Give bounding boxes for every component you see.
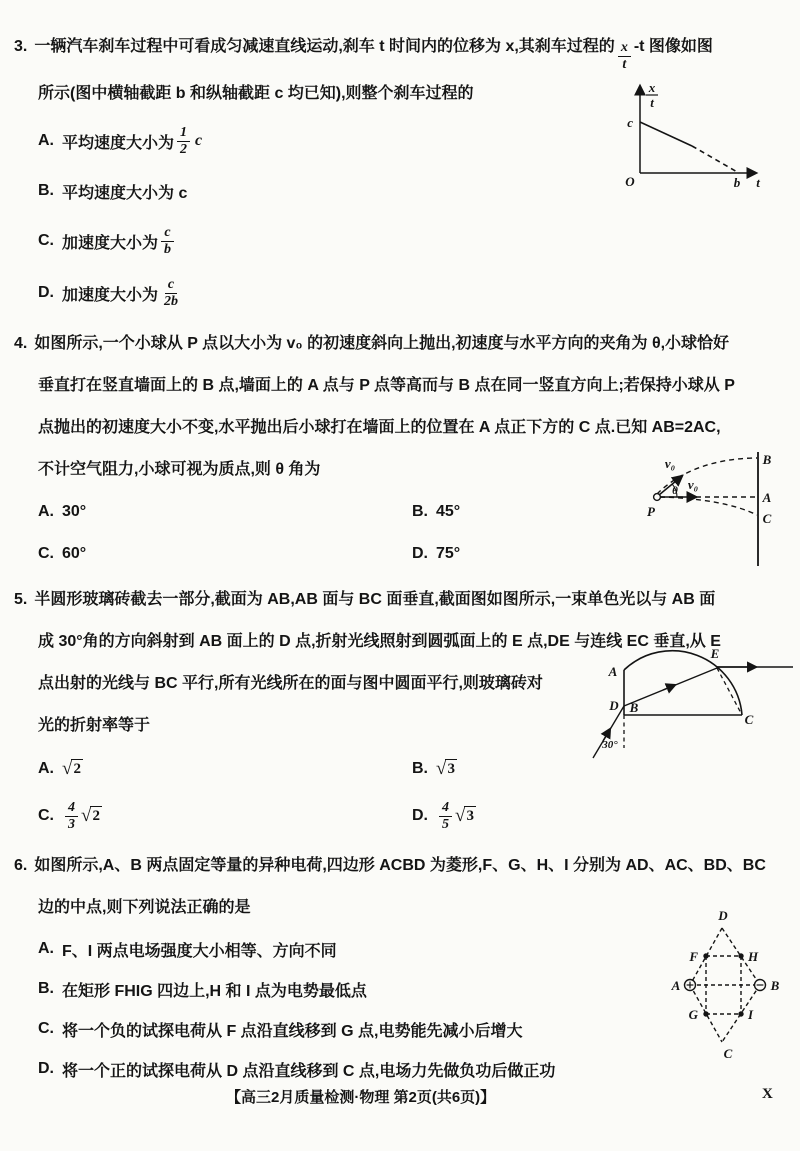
label-D: D [718, 908, 728, 923]
label-P: P [647, 504, 655, 519]
q5-option-d-radical [455, 806, 476, 827]
label-C: C [744, 712, 754, 727]
q3-option-d-frac-num: c [165, 277, 177, 294]
q5-stem-line-2: 成 30°角的方向斜射到 AB 面上的 D 点,折射光线照射到圆弧面上的 E 点,DE 与连线 EC 垂直,从 E [38, 633, 721, 651]
q3-stem-frac-num: x [618, 40, 631, 57]
q6-option-c-label: C. [38, 1020, 54, 1038]
q5-stem-text-1: 半圆形玻璃砖截去一部分,截面为 AB,AB 面与 BC 面垂直,截面图如图所示,一束单色光以与 AB 面 [34, 591, 716, 609]
ball-at-P [654, 494, 661, 501]
q6-option-d-text: 将一个正的试探电荷从 D 点沿直线移到 C 点,电场力先做负功后做正功 [62, 1062, 556, 1080]
q5-option-a-radical-sign: √ [62, 757, 73, 779]
q5-option-c-frac-den: 3 [68, 816, 75, 832]
q5-options-row-2 [0, 791, 800, 841]
y-axis-label-denominator: t [650, 95, 654, 110]
q3-option-a-frac-num: 1 [177, 125, 190, 142]
q6-option-d-label: D. [38, 1060, 54, 1078]
q4-stem-line-1 [0, 323, 800, 365]
y-intercept-label: c [627, 115, 633, 130]
label-G: G [688, 1007, 698, 1022]
label-theta: θ [672, 485, 678, 497]
q4-option-a-label: A. [38, 503, 54, 521]
q3-stem-text-1: 一辆汽车刹车过程中可看成匀减速直线运动,刹车 t 时间内的位移为 x,其刹车过程的 [34, 38, 615, 55]
label-E: E [710, 646, 720, 661]
q4-projectile-diagram [630, 438, 800, 573]
point-H-dot [738, 953, 743, 958]
q5-option-c-radical [81, 806, 102, 827]
label-A: A [762, 490, 772, 505]
q3-graph-svg [600, 70, 775, 195]
label-C: C [762, 511, 772, 526]
q3-option-d-text: 加速度大小为 [62, 286, 159, 304]
q5-number: 5. [14, 591, 28, 609]
q3-option-c-text: 加速度大小为 [62, 234, 159, 252]
q4-option-b-text: 45° [436, 503, 461, 521]
q3-option-d [0, 267, 800, 319]
q3-stem-line-2: 所示(图中横轴截距 b 和纵轴截距 c 均已知),则整个刹车过程的 [38, 85, 474, 103]
label-v0-horizontal: v₀ [687, 477, 699, 492]
q3-option-a-frac-den: 2 [180, 141, 188, 157]
q4-option-c-text: 60° [62, 545, 87, 563]
q6-charge-rhombus-diagram [655, 902, 800, 1072]
q5-diagram-svg [588, 636, 800, 781]
q3-option-a-text: 平均速度大小为 [62, 134, 175, 152]
q6-option-b-text: 在矩形 FHIG 四边上,H 和 I 点为电势最低点 [62, 982, 367, 1000]
q5-option-b [412, 759, 457, 780]
q5-option-d-label: D. [412, 807, 428, 825]
q5-option-d-radicand: 3 [464, 806, 476, 827]
label-B: B [770, 978, 780, 993]
q5-option-d-frac-den: 5 [442, 816, 449, 832]
q4-stem-text-1: 如图所示,一个小球从 P 点以大小为 v₀ 的初速度斜向上抛出,初速度与水平方向的夹角为 θ,小球恰好 [34, 335, 730, 353]
q6-diagram-svg [655, 902, 800, 1072]
q6-option-b-label: B. [38, 980, 54, 998]
q3-option-a-fraction [177, 125, 190, 158]
q6-option-a-text: F、I 两点电场强度大小相等、方向不同 [62, 942, 337, 960]
point-G-dot [703, 1011, 708, 1016]
origin-label: O [625, 174, 635, 189]
label-A: A [671, 978, 681, 993]
q5-option-a [38, 759, 412, 780]
q6-stem-line-2: 边的中点,则下列说法正确的是 [38, 899, 251, 917]
q3-stem-fraction [618, 40, 631, 73]
q4-option-b [412, 503, 460, 521]
page-footer [0, 1086, 800, 1112]
graph-line-dashed [692, 146, 739, 173]
footer-page-mark: X [762, 1086, 773, 1102]
label-B: B [762, 452, 772, 467]
q3-option-c [0, 215, 800, 267]
q4-option-d [412, 545, 460, 563]
q5-glass-brick-diagram [588, 636, 800, 781]
q3-option-d-label: D. [38, 284, 54, 302]
label-A: A [608, 664, 618, 679]
q5-option-d-radical-sign: √ [455, 804, 466, 826]
q5-option-d-frac-num: 4 [439, 800, 452, 817]
q6-stem-text-1: 如图所示,A、B 两点固定等量的异种电荷,四边形 ACBD 为菱形,F、G、H、I 分别为 AD、AC、BD、BC [34, 857, 766, 875]
q3-stem-text-2: -t 图像如图 [633, 38, 713, 55]
q3-graph [600, 70, 775, 195]
trajectory-to-C [660, 497, 757, 515]
q3-option-a-suffix: c [195, 132, 203, 150]
label-H: H [748, 949, 759, 964]
q5-option-d-fraction [439, 800, 452, 833]
q3-number: 3. [14, 38, 28, 55]
q5-option-b-label: B. [412, 760, 428, 778]
q3-option-c-fraction [161, 225, 174, 258]
label-I: I [748, 1007, 754, 1022]
q5-option-c-frac-num: 4 [65, 800, 78, 817]
x-intercept-label: b [733, 175, 741, 190]
q5-option-a-radicand: 2 [71, 759, 83, 780]
line-EC-dashed [717, 668, 742, 715]
q4-option-c [38, 545, 412, 563]
q5-option-c-radicand: 2 [90, 806, 102, 827]
q3-option-d-frac-den: 2b [164, 293, 179, 309]
y-axis-label-numerator: x [648, 80, 656, 95]
q4-option-b-label: B. [412, 503, 428, 521]
q5-option-b-radical-sign: √ [436, 757, 447, 779]
q5-option-c [38, 800, 412, 833]
label-F: F [689, 949, 698, 964]
q3-option-b-text: 平均速度大小为 c [62, 184, 188, 202]
q4-option-d-label: D. [412, 545, 428, 563]
refracted-ray-arrow [663, 685, 675, 690]
q6-number: 6. [14, 857, 28, 875]
q3-option-b-label: B. [38, 182, 54, 200]
footer-text: 【高三2月质量检测·物理 第2页(共6页)】 [226, 1089, 496, 1106]
q4-stem-line-3: 点抛出的初速度大小不变,水平抛出后小球打在墙面上的位置在 A 点正下方的 C 点.已知 AB=2AC, [38, 419, 721, 437]
q3-stem-line-1 [0, 26, 800, 73]
q4-number: 4. [14, 335, 28, 353]
q6-stem-line-1 [0, 845, 800, 887]
q3-option-c-label: C. [38, 232, 54, 250]
label-C: C [723, 1046, 733, 1061]
q5-option-a-label: A. [38, 760, 54, 778]
q5-stem-line-1 [0, 579, 800, 621]
q6-option-a-label: A. [38, 940, 54, 958]
q4-option-d-text: 75° [436, 545, 461, 563]
q5-option-b-radicand: 3 [445, 759, 457, 780]
label-D: D [609, 698, 619, 713]
q3-option-c-frac-den: b [164, 241, 172, 257]
q5-option-c-radical-sign: √ [81, 804, 92, 826]
q4-stem-line-4: 不计空气阻力,小球可视为质点,则 θ 角为 [38, 461, 321, 479]
q5-option-d [412, 800, 476, 833]
q3-option-d-fraction [161, 277, 181, 310]
q3-option-a-label: A. [38, 132, 54, 150]
q5-option-c-fraction [65, 800, 78, 833]
q5-stem-line-3: 点出射的光线与 BC 平行,所有光线所在的面与图中圆面平行,则玻璃砖对 [38, 675, 543, 693]
q4-option-c-label: C. [38, 545, 54, 563]
q6-option-c-text: 将一个负的试探电荷从 F 点沿直线移到 G 点,电势能先减小后增大 [62, 1022, 523, 1040]
q5-stem-line-4: 光的折射率等于 [38, 717, 151, 735]
q5-option-b-radical [436, 759, 457, 780]
velocity-arrow-inclined [659, 476, 682, 495]
point-I-dot [738, 1011, 743, 1016]
graph-line-solid [640, 122, 692, 146]
label-B: B [629, 700, 639, 715]
label-incidence-angle: 30° [602, 739, 618, 751]
q3-stem-frac-den: t [622, 57, 627, 73]
q4-option-a [38, 503, 412, 521]
x-axis-label: t [756, 175, 760, 190]
q4-option-a-text: 30° [62, 503, 87, 521]
point-F-dot [703, 953, 708, 958]
q5-option-a-radical [62, 759, 83, 780]
q4-diagram-svg [630, 438, 800, 573]
label-v0-inclined: v₀ [664, 456, 676, 471]
q5-option-c-label: C. [38, 807, 54, 825]
q3-option-c-frac-num: c [161, 225, 173, 242]
q4-stem-line-2: 垂直打在竖直墙面上的 B 点,墙面上的 A 点与 P 点等高而与 B 点在同一竖直方向上;若保持小球从 P [38, 377, 735, 395]
